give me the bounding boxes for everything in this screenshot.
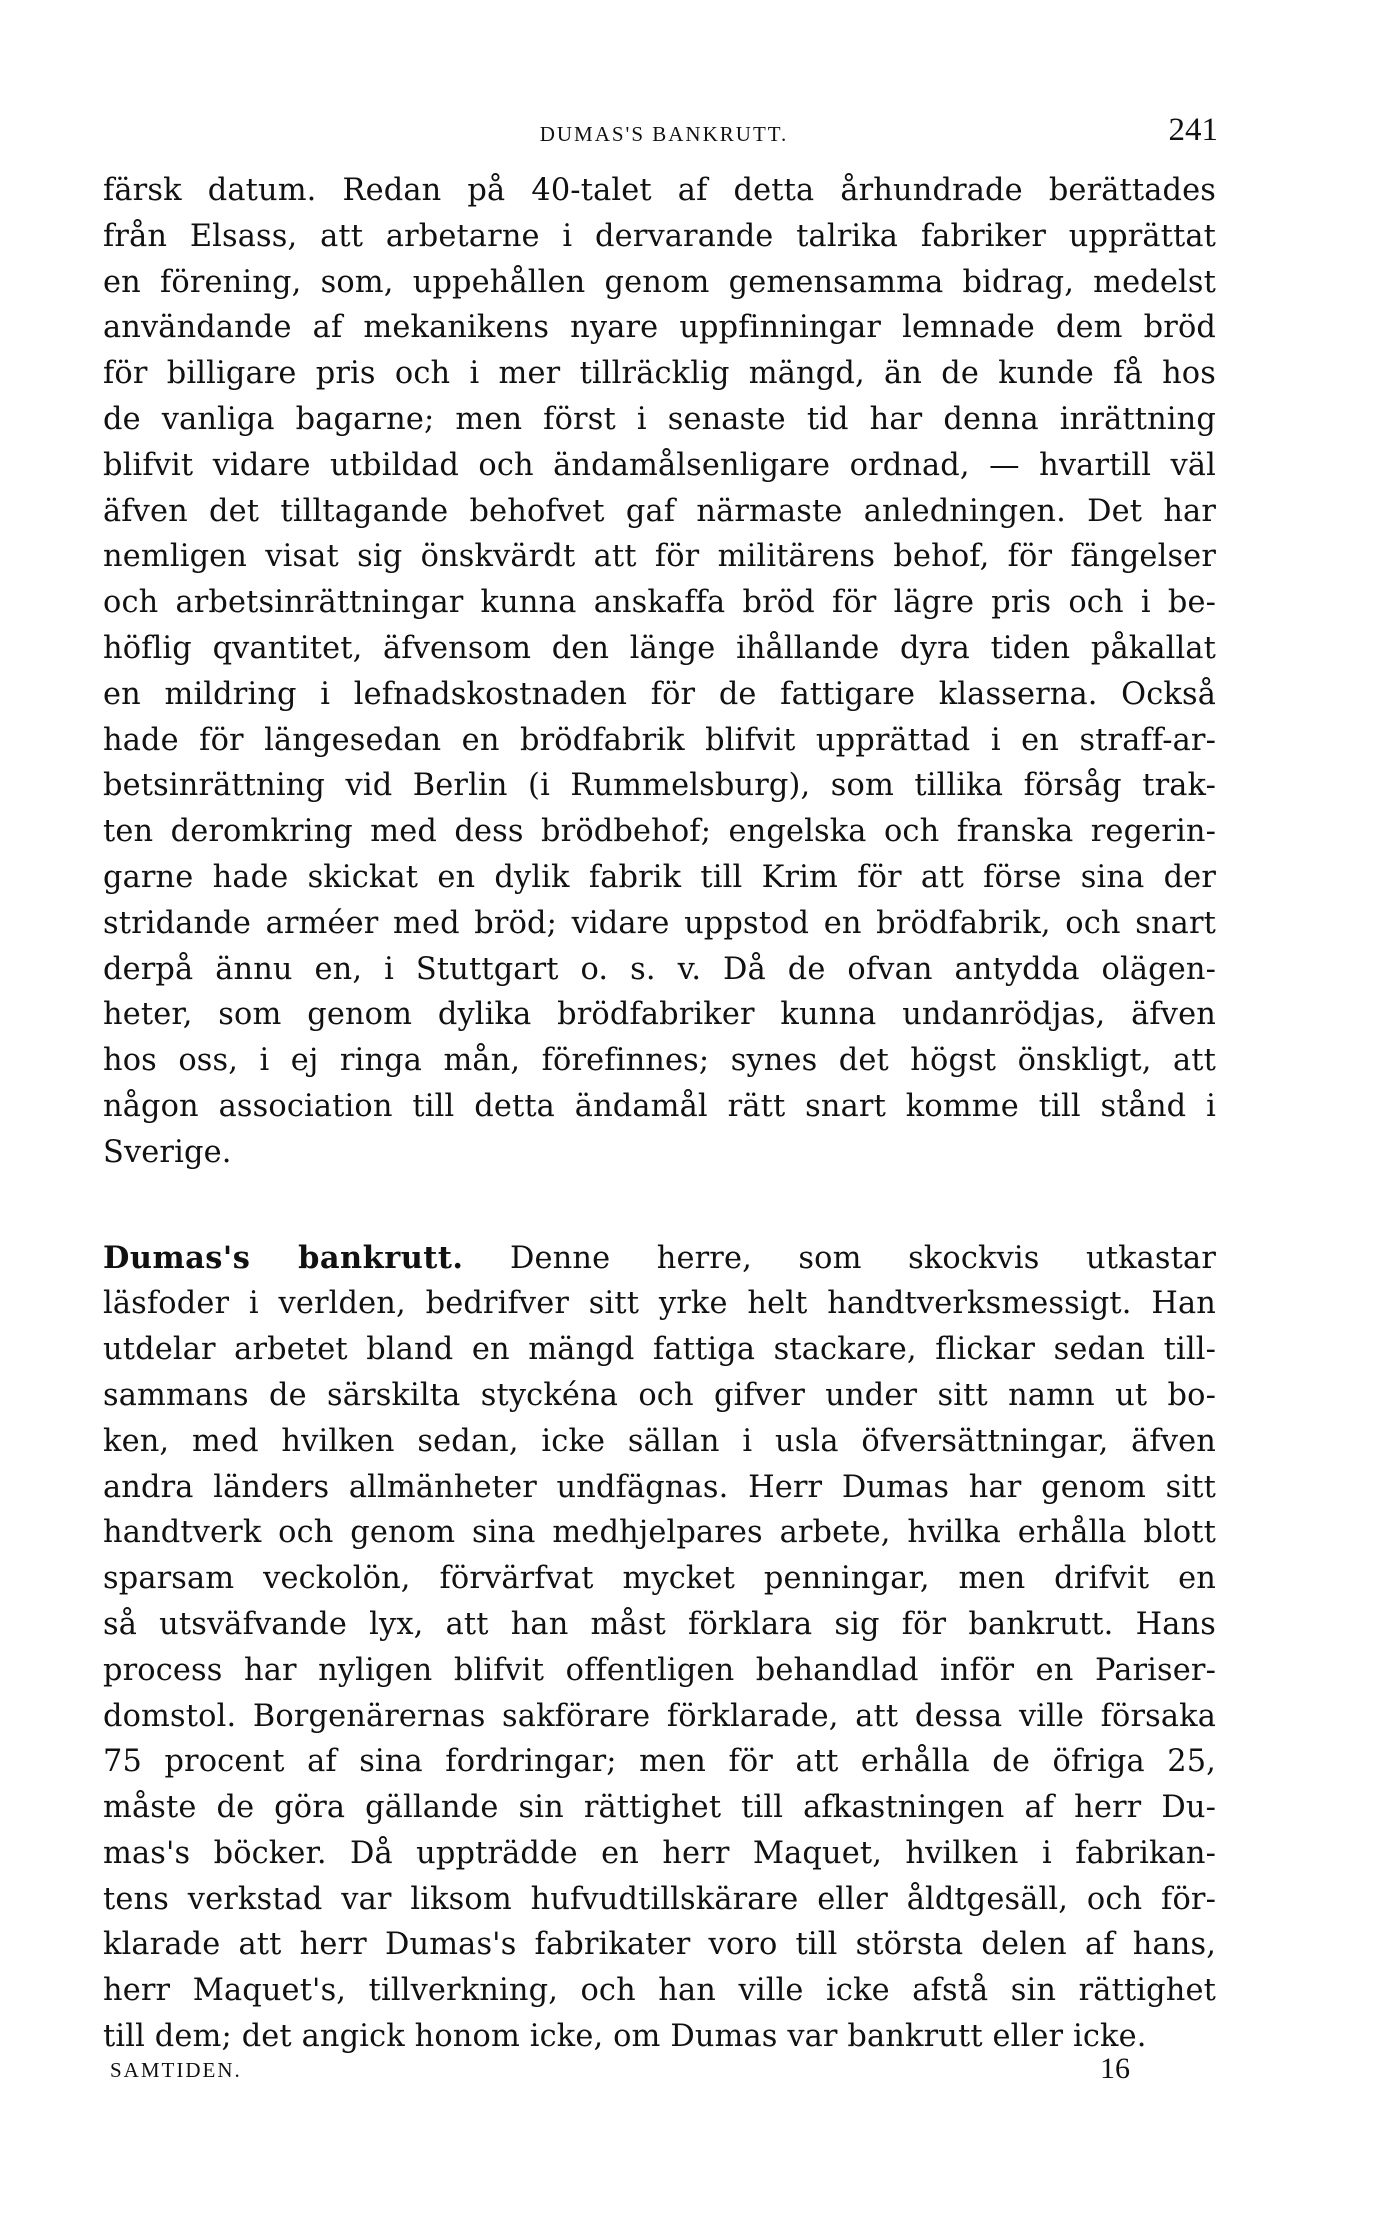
text-line: ten deromkring med dess brödbehof; engelska och franska regerin- <box>103 814 1216 850</box>
text-line: tens verkstad var liksom hufvudtillskärare eller åldtgesäll, och för- <box>103 1881 1216 1917</box>
text-line: domstol. Borgenärernas sakförare förklarade, att dessa ville försaka <box>103 1698 1216 1734</box>
text-line: höflig qvantitet, äfvensom den länge ihållande dyra tiden påkallat <box>103 630 1216 666</box>
text-line: till dem; det angick honom icke, om Dumas var bankrutt eller icke. <box>103 2019 1147 2055</box>
text-line: äfven det tilltagande behofvet gaf närmaste anledningen. Det har <box>103 493 1216 529</box>
text-line: Sverige. <box>103 1134 232 1170</box>
text-line: betsinrättning vid Berlin (i Rummelsburg), som tillika försåg trak- <box>103 768 1216 804</box>
text-line-continuation: Denne herre, som skockvis utkastar <box>509 1240 1216 1276</box>
text-line: heter, som genom dylika brödfabriker kunna undanrödjas, äfven <box>103 997 1216 1033</box>
text-line: mas's böcker. Då uppträdde en herr Maquet, hvilken i fabrikan- <box>103 1835 1216 1871</box>
text-line: måste de göra gällande sin rättighet till afkastningen af herr Du- <box>103 1790 1216 1826</box>
text-line: så utsväfvande lyx, att han måst förklara sig för bankrutt. Hans <box>103 1606 1216 1642</box>
text-line: från Elsass, att arbetarne i dervarande talrika fabriker upprättat <box>103 218 1216 254</box>
text-line: andra länders allmänheter undfägnas. Herr Dumas har genom sitt <box>103 1469 1216 1505</box>
text-line: sammans de särskilta styckéna och gifver under sitt namn ut bo- <box>103 1377 1216 1413</box>
page-number: 241 <box>1168 112 1218 148</box>
text-line: ken, med hvilken sedan, icke sällan i usla öfversättningar, äfven <box>103 1423 1216 1459</box>
paragraph-spacer <box>103 1176 1216 1236</box>
text-line: utdelar arbetet bland en mängd fattiga stackare, flickar sedan till- <box>103 1332 1216 1368</box>
text-line-with-heading <box>103 1236 1216 1282</box>
text-line: sparsam veckolön, förvärfvat mycket penningar, men drifvit en <box>103 1561 1216 1597</box>
text-line: nemligen visat sig önskvärdt att för militärens behof, för fängelser <box>103 539 1216 575</box>
text-line: klarade att herr Dumas's fabrikater voro till största delen af hans, <box>103 1927 1216 1963</box>
text-line: handtverk och genom sina medhjelpares arbete, hvilka erhålla blott <box>103 1515 1216 1551</box>
text-line: någon association till detta ändamål rätt snart komme till stånd i <box>103 1088 1216 1124</box>
text-line: läsfoder i verlden, bedrifver sitt yrke helt handtverksmessigt. Han <box>103 1286 1216 1322</box>
body-text <box>103 168 1216 2060</box>
text-line: hade för längesedan en brödfabrik blifvit upprättad i en straff-ar- <box>103 722 1216 758</box>
text-line: herr Maquet's, tillverkning, och han ville icke afstå sin rättighet <box>103 1973 1216 2009</box>
running-title: DUMAS'S BANKRUTT. <box>539 122 789 146</box>
signature-mark: SAMTIDEN. <box>110 2058 242 2082</box>
text-line: garne hade skickat en dylik fabrik till Krim för att förse sina der <box>103 859 1216 895</box>
section-heading: Dumas's bankrutt. <box>103 1239 464 1276</box>
sheet-number: 16 <box>1100 2052 1130 2085</box>
page-footer <box>110 2052 1150 2092</box>
paragraph-bread-factories <box>103 168 1216 1176</box>
text-line: hos oss, i ej ringa mån, förefinnes; synes det högst önskligt, att <box>103 1043 1216 1079</box>
text-line: och arbetsinrättningar kunna anskaffa bröd för lägre pris och i be- <box>103 585 1216 621</box>
text-line: en förening, som, uppehållen genom gemensamma bidrag, medelst <box>103 264 1216 300</box>
text-line: för billigare pris och i mer tillräcklig mängd, än de kunde få hos <box>103 356 1216 392</box>
text-line: process har nyligen blifvit offentligen behandlad inför en Pariser- <box>103 1652 1216 1688</box>
running-head <box>110 112 1218 152</box>
text-line: användande af mekanikens nyare uppfinningar lemnade dem bröd <box>103 310 1216 346</box>
paragraph-dumas-bankruptcy <box>103 1236 1216 2060</box>
text-line: de vanliga bagarne; men först i senaste tid har denna inrättning <box>103 401 1216 437</box>
text-line: derpå ännu en, i Stuttgart o. s. v. Då de ofvan antydda olägen- <box>103 951 1216 987</box>
text-line: 75 procent af sina fordringar; men för att erhålla de öfriga 25, <box>103 1744 1216 1780</box>
text-line: stridande arméer med bröd; vidare uppstod en brödfabrik, och snart <box>103 905 1216 941</box>
text-line: färsk datum. Redan på 40-talet af detta århundrade berättades <box>103 173 1216 208</box>
text-line: en mildring i lefnadskostnaden för de fattigare klasserna. Också <box>103 676 1216 712</box>
text-line: blifvit vidare utbildad och ändamålsenligare ordnad, — hvartill väl <box>103 447 1216 483</box>
